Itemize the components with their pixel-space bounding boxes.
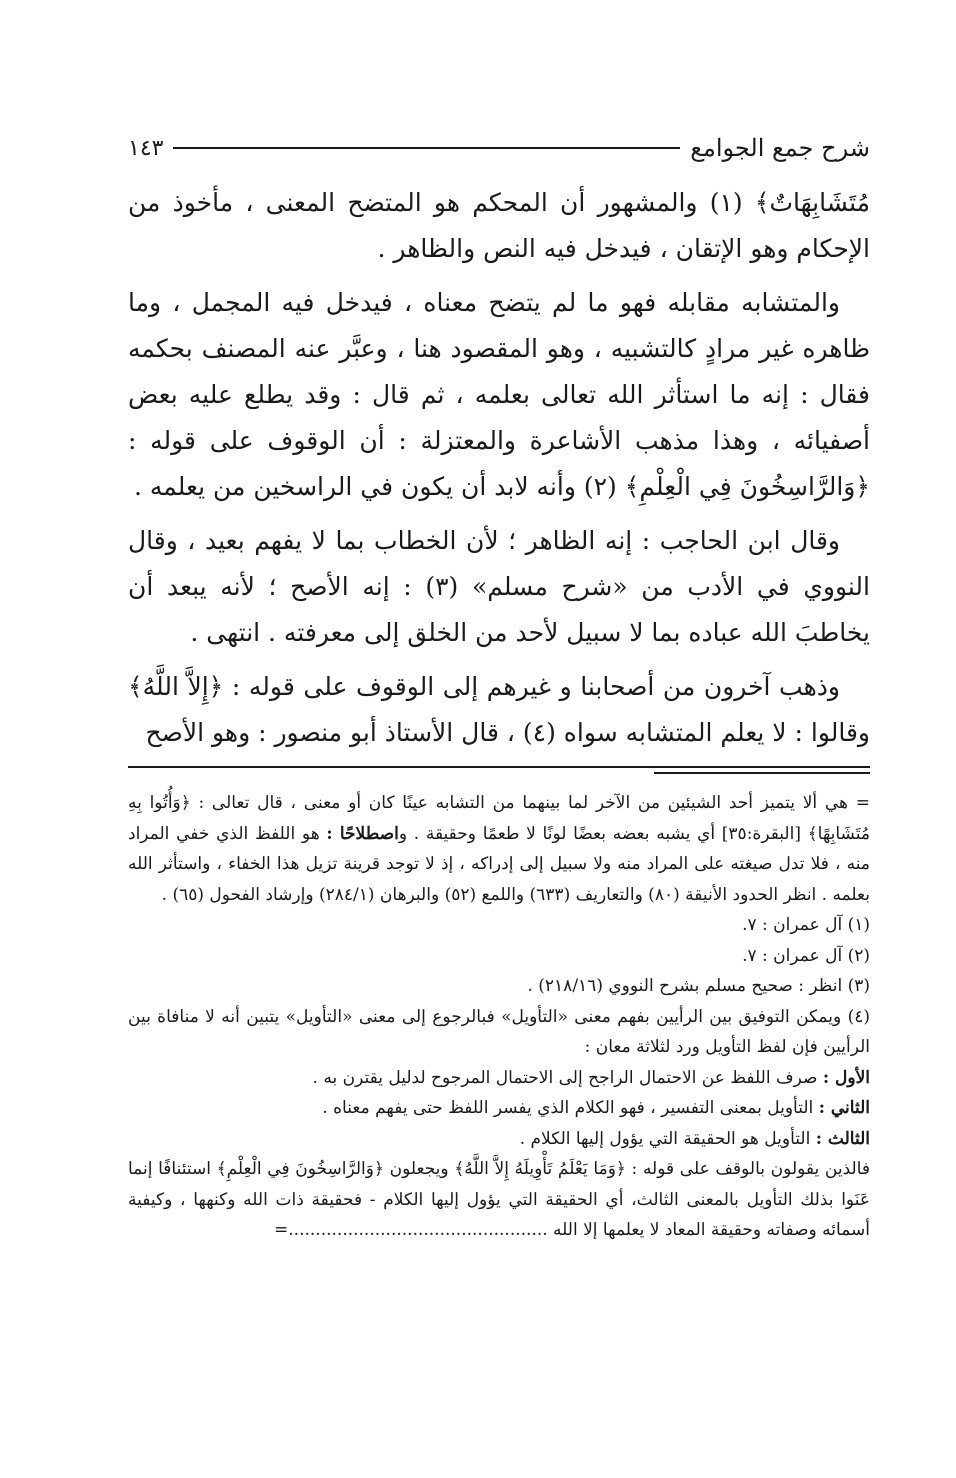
footnote-separator-short	[654, 772, 870, 774]
book-title: شرح جمع الجوامع	[690, 134, 870, 162]
paragraph: وقال ابن الحاجب : إنه الظاهر ؛ لأن الخطاب بما لا يفهم بعيد ، وقال النووي في الأدب من «شرح مسلم» (٣) : إنه الأصح ؛ لأنه يبعد أن يخاطبَ الله عباده بما لا سبيل لأحد من الخلق إلى معرفته . انتهى .	[128, 526, 870, 647]
footnote-separator	[128, 766, 870, 768]
footnote-1: (١) آل عمران : ٧.	[742, 915, 870, 935]
footnote-4: (٤) ويمكن التوفيق بين الرأيين بفهم معنى «التأويل» فبالرجوع إلى معنى «التأويل» يتبين أنه لا منافاة بين الرأيين فإن لفظ التأويل ورد لثلاثة معان :	[128, 1006, 870, 1057]
paragraph: وذهب آخرون من أصحابنا و غيرهم إلى الوقوف على قوله : ﴿إِلاَّ اللَّهُ﴾ وقالوا : لا يعلم المتشابه سواه (٤) ، قال الأستاذ أبو منصور : وهو الأصح	[128, 672, 870, 747]
header-rule	[173, 147, 680, 149]
meaning-first: الأول : صرف اللفظ عن الاحتمال الراجح إلى الاحتمال المرجوح لدليل يقترن به .	[312, 1067, 870, 1088]
footnote-3: (٣) انظر : صحيح مسلم بشرح النووي (٢١٨/١٦) .	[527, 976, 870, 996]
footnote-continuation: = هي ألا يتميز أحد الشيئين من الآخر لما بينهما من التشابه عينًا كان أو معنى ، قال تعالى : ﴿وَأُتُوا بِهِ مُتَشَابِهًا﴾ [البقرة:٣٥] أي يشبه بعضه بعضًا لونًا لا طعمًا وحقيقة . واصطلاحًا : هو اللفظ الذي خفي المراد منه ، فلا تدل صيغته على المراد منه ولا سبيل إلى إدراكه ، إذ لا توجد قرينة تزيل هذا الخفاء ، واستأثر الله بعلمه . انظر الحدود الأنيقة (٨٠) والتعاريف (٦٣٣) واللمع (٥٢) والبرهان (٢٨٤/١) وإرشاد الفحول (٦٥) .	[128, 793, 870, 905]
page-number: ١٤٣	[128, 135, 164, 161]
footnote-2: (٢) آل عمران : ٧.	[742, 945, 870, 966]
footnote-closing: فالذين يقولون بالوقف على قوله : ﴿وَمَا يَعْلَمُ تَأْوِيلَهُ إِلاَّ اللَّهُ﴾ ويجعلون ﴿وَالرَّاسِخُونَ فِي الْعِلْمِ﴾ استئنافًا إنما عَنَوا بذلك التأويل بالمعنى الثالث، أي الحقيقة التي يؤول إليها الكلام - فحقيقة ذات الله وكنهها ، وكيفية أسمائه وصفاته وحقيقة المعاد لا يعلمها إلا الله ................................................=	[128, 1159, 870, 1240]
term-label: اصطلاحًا :	[326, 823, 399, 844]
footnotes	[128, 788, 870, 1246]
meaning-second: الثاني : التأويل بمعنى التفسير ، فهو الكلام الذي يفسر اللفظ حتى يفهم معناه .	[322, 1098, 870, 1118]
running-header	[128, 128, 870, 168]
meaning-third: الثالث : التأويل هو الحقيقة التي يؤول إليها الكلام .	[519, 1128, 870, 1149]
paragraph: والمتشابه مقابله فهو ما لم يتضح معناه ، فيدخل فيه المجمل ، وما ظاهره غير مرادٍ كالتشبيه ، وهو المقصود هنا ، وعبَّر عنه المصنف بحكمه فقال : إنه ما استأثر الله تعالى بعلمه ، ثم قال : وقد يطلع عليه بعض أصفيائه ، وهذا مذهب الأشاعرة والمعتزلة : أن الوقوف على قوله : ﴿وَالرَّاسِخُونَ فِي الْعِلْمِ﴾ (٢) وأنه لابد أن يكون في الراسخين من يعلمه .	[128, 288, 870, 501]
main-text	[128, 180, 870, 764]
paragraph: مُتَشَابِهَاتٌ﴾ (١) والمشهور أن المحكم هو المتضح المعنى ، مأخوذ من الإحكام وهو الإتقان ، فيدخل فيه النص والظاهر .	[128, 188, 870, 263]
